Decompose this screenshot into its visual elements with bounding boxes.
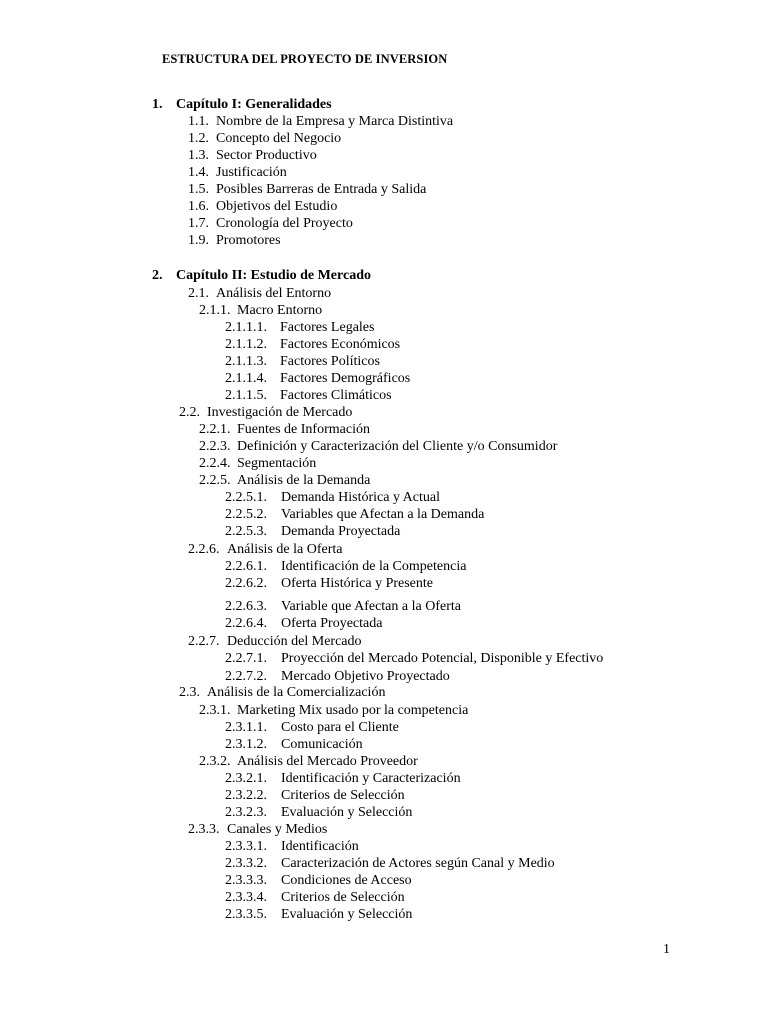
outline-number: 2.3.1. [199,703,231,718]
outline-number: 2.2.6. [188,542,220,557]
outline-number: 2.2. [179,405,200,420]
outline-item [225,506,484,523]
outline-item [225,319,374,336]
outline-label: Investigación de Mercado [207,405,353,420]
outline-item [188,215,353,232]
outline-label: Promotores [216,233,281,248]
document-title: ESTRUCTURA DEL PROYECTO DE INVERSION [162,52,448,66]
outline-number: 2.3.3.3. [225,873,267,888]
outline-number: 1.7. [188,216,209,231]
outline-item [225,736,363,753]
outline-number: 1.4. [188,165,209,180]
outline-label: Concepto del Negocio [216,131,342,146]
outline-item [188,147,317,164]
outline-number: 2.2.6.2. [225,576,267,591]
chapter-heading [152,96,332,113]
outline-item [199,753,418,770]
chapter-label: Capítulo II: Estudio de Mercado [176,268,371,283]
outline-number: 2.2.6.3. [225,599,267,614]
outline-item [225,387,392,404]
outline-number: 2.2.7.2. [225,669,267,684]
outline-number: 2.2.1. [199,422,231,437]
outline-number: 2.1. [188,286,209,301]
outline-label: Proyección del Mercado Potencial, Disponible y Efectivo [281,651,604,666]
outline-number: 2.3.3.2. [225,856,267,871]
outline-item [188,633,362,650]
outline-label: Objetivos del Estudio [216,199,338,214]
outline-item [188,821,327,838]
outline-number: 2.2.5.2. [225,507,267,522]
outline-number: 1.5. [188,182,209,197]
chapter-number: 2. [152,268,163,283]
outline-label: Oferta Histórica y Presente [281,576,433,591]
outline-item [225,370,410,387]
outline-number: 1.9. [188,233,209,248]
outline-item [199,302,322,319]
outline-item [225,872,412,889]
outline-item [188,113,453,130]
outline-label: Criterios de Selección [281,788,405,803]
outline-item [225,906,412,923]
outline-label: Caracterización de Actores según Canal y Medio [281,856,555,871]
outline-number: 2.1.1.5. [225,388,267,403]
outline-label: Justificación [216,165,287,180]
outline-label: Identificación y Caracterización [281,771,461,786]
outline-number: 2.3.3. [188,822,220,837]
outline-label: Condiciones de Acceso [281,873,412,888]
outline-number: 2.1.1. [199,303,231,318]
outline-item [188,198,337,215]
outline-item [225,523,400,540]
outline-item [188,541,342,558]
outline-item [225,804,412,821]
outline-label: Sector Productivo [216,148,317,163]
outline-label: Factores Demográficos [280,371,411,386]
outline-item [179,404,352,421]
outline-item [225,889,405,906]
outline-label: Canales y Medios [227,822,328,837]
outline-number: 2.1.1.3. [225,354,267,369]
chapter-heading [152,267,371,284]
outline-item [225,489,440,506]
outline-label: Oferta Proyectada [281,616,383,631]
outline-label: Identificación de la Competencia [281,559,467,574]
outline-item [199,438,557,455]
chapter-number: 1. [152,97,163,112]
outline-item [179,684,385,701]
outline-number: 2.3. [179,685,200,700]
outline-number: 2.2.5.3. [225,524,267,539]
outline-label: Identificación [281,839,359,854]
outline-number: 2.2.5.1. [225,490,267,505]
outline-label: Macro Entorno [237,303,323,318]
outline-number: 2.1.1.1. [225,320,267,335]
outline-label: Factores Políticos [280,354,380,369]
outline-label: Costo para el Cliente [281,720,399,735]
outline-label: Análisis de la Demanda [237,473,371,488]
outline-item [199,421,370,438]
outline-label: Factores Económicos [280,337,401,352]
outline-item [225,838,359,855]
outline-item [225,787,405,804]
outline-label: Demanda Proyectada [281,524,401,539]
outline-number: 2.2.7.1. [225,651,267,666]
outline-number: 2.3.1.1. [225,720,267,735]
outline-label: Marketing Mix usado por la competencia [237,703,469,718]
outline-number: 2.2.3. [199,439,231,454]
outline-item [225,598,461,615]
outline-label: Análisis de la Oferta [227,542,343,557]
outline-label: Factores Legales [280,320,375,335]
outline-label: Variables que Afectan a la Demanda [281,507,485,522]
outline-item [225,650,603,667]
chapter-label: Capítulo I: Generalidades [176,97,332,112]
outline-item [188,181,426,198]
outline-label: Comunicación [281,737,363,752]
outline-item [225,668,450,685]
outline-label: Análisis de la Comercialización [207,685,386,700]
outline-number: 2.2.5. [199,473,231,488]
outline-label: Segmentación [237,456,317,471]
outline-number: 2.2.4. [199,456,231,471]
outline-item [225,575,433,592]
outline-number: 2.1.1.2. [225,337,267,352]
outline-label: Nombre de la Empresa y Marca Distintiva [216,114,454,129]
outline-number: 2.3.3.5. [225,907,267,922]
outline-item [188,285,331,302]
outline-number: 2.2.6.1. [225,559,267,574]
outline-item [225,719,399,736]
outline-number: 1.1. [188,114,209,129]
outline-item [225,615,382,632]
outline-label: Evaluación y Selección [281,805,413,820]
outline-number: 2.3.3.4. [225,890,267,905]
outline-number: 2.3.2.1. [225,771,267,786]
outline-number: 2.1.1.4. [225,371,267,386]
outline-label: Variable que Afectan a la Oferta [281,599,461,614]
outline-label: Análisis del Mercado Proveedor [237,754,418,769]
outline-item [225,558,466,575]
page-number: 1 [663,942,670,957]
outline-label: Criterios de Selección [281,890,405,905]
outline-number: 2.3.1.2. [225,737,267,752]
outline-item [225,770,461,787]
outline-label: Cronología del Proyecto [216,216,353,231]
outline-number: 2.2.7. [188,634,220,649]
outline-label: Factores Climáticos [280,388,392,403]
outline-number: 1.2. [188,131,209,146]
outline-item [188,164,287,181]
outline-item [225,336,400,353]
outline-number: 2.2.6.4. [225,616,267,631]
outline-label: Análisis del Entorno [216,286,332,301]
outline-label: Definición y Caracterización del Cliente y/o Consumidor [237,439,558,454]
outline-number: 2.3.2.2. [225,788,267,803]
outline-item [199,455,316,472]
outline-item [225,855,555,872]
outline-label: Demanda Histórica y Actual [281,490,441,505]
outline-number: 2.3.2.3. [225,805,267,820]
outline-item [225,353,380,370]
outline-label: Deducción del Mercado [227,634,362,649]
outline-number: 1.6. [188,199,209,214]
outline-number: 2.3.3.1. [225,839,267,854]
outline-number: 1.3. [188,148,209,163]
outline-number: 2.3.2. [199,754,231,769]
outline-label: Posibles Barreras de Entrada y Salida [216,182,427,197]
outline-label: Evaluación y Selección [281,907,413,922]
outline-label: Mercado Objetivo Proyectado [281,669,450,684]
outline-label: Fuentes de Información [237,422,370,437]
outline-item [188,130,341,147]
outline-item [188,232,281,249]
outline-item [199,472,370,489]
outline-item [199,702,468,719]
